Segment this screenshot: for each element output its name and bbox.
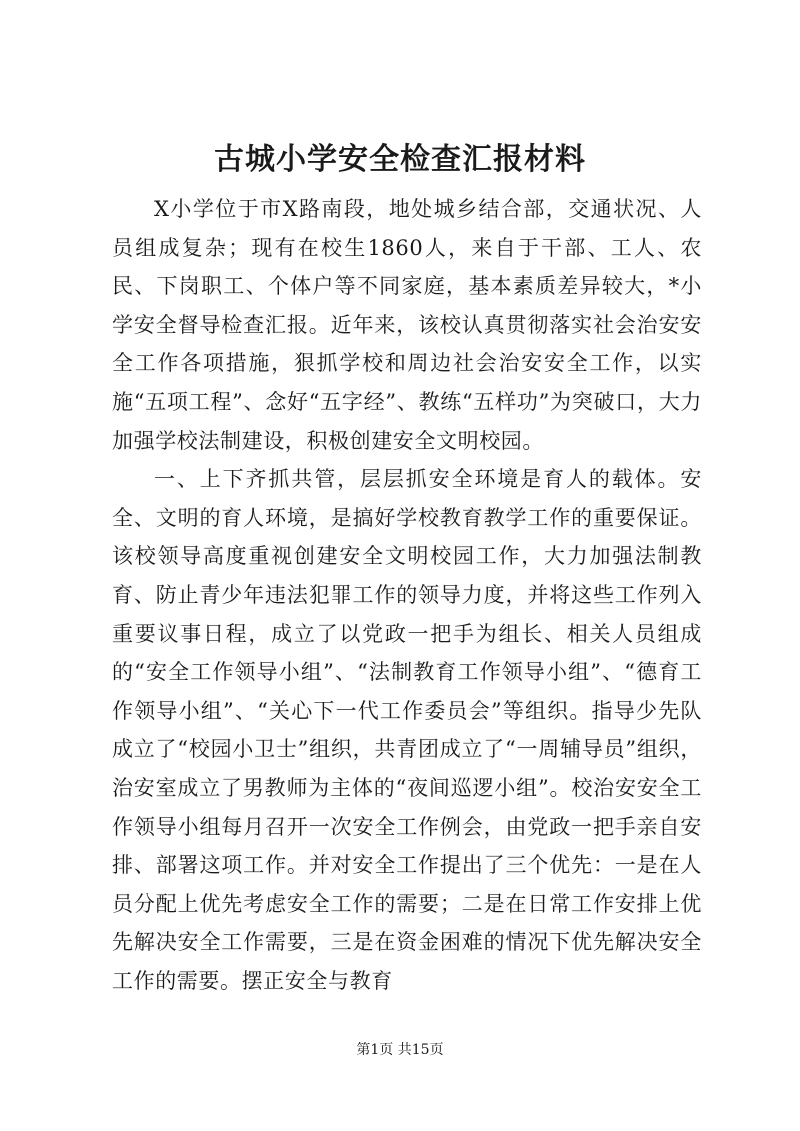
document-body — [112, 190, 702, 1000]
paragraph-section-one: 一、上下齐抓共管，层层抓安全环境是育人的载体。安全、文明的育人环境，是搞好学校教育教学工作的重要保证。该校领导高度重视创建安全文明校园工作，大力加强法制教育、防止青少年违法犯罪工作的领导力度，并将这些工作列入重要议事日程，成立了以党政一把手为组长、相关人员组成的“安全工作领导小组”、“法制教育工作领导小组”、“德育工作领导小组”、“关心下一代工作委员会”等组织。指导少先队成立了“校园小卫士”组织，共青团成立了“一周辅导员”组织，治安室成立了男教师为主体的“夜间巡逻小组”。校治安安全工作领导小组每月召开一次安全工作例会，由党政一把手亲自安排、部署这项工作。并对安全工作提出了三个优先：一是在人员分配上优先考虑安全工作的需要；二是在日常工作安排上优先解决安全工作需要，三是在资金困难的情况下优先解决安全工作的需要。摆正安全与教育 — [112, 467, 702, 993]
paragraph-intro: X小学位于市X路南段，地处城乡结合部，交通状况、人员组成复杂；现有在校生1860人，来自于干部、工人、农民、下岗职工、个体户等不同家庭，基本素质差异较大，*小学安全督导检查汇报。近年来，该校认真贯彻落实社会治安安全工作各项措施，狠抓学校和周边社会治安安全工作，以实施“五项工程”、念好“五字经”、教练“五样功”为突破口，大力加强学校法制建设，积极创建安全文明校园。 — [112, 197, 702, 453]
document-title: 古城小学安全检查汇报材料 — [214, 142, 586, 177]
page-number: 第1页 — [356, 1042, 394, 1058]
page-total: 共15页 — [397, 1042, 444, 1058]
page-footer — [0, 1040, 800, 1060]
